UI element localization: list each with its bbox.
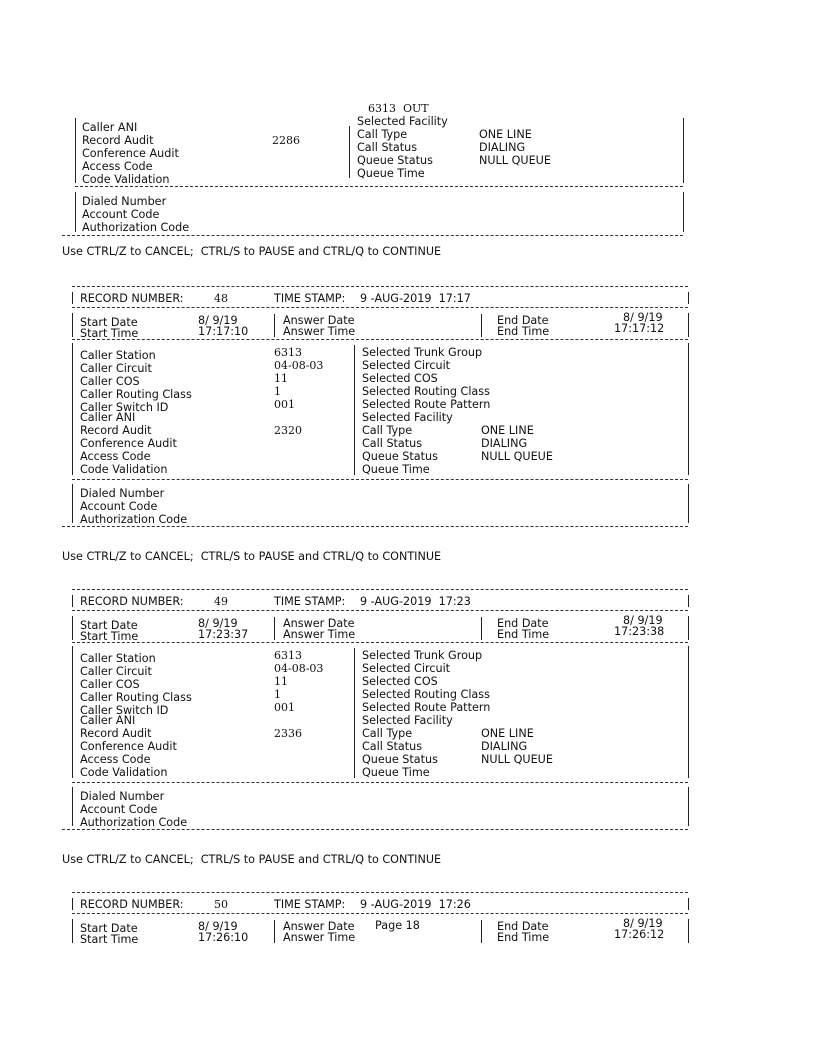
border-bar: [481, 920, 482, 943]
border-bar: [481, 314, 482, 337]
start-time-value: 17:17:10: [198, 325, 249, 338]
record-top-rule: [72, 286, 688, 287]
start-date-value: 8/ 9/19: [198, 617, 238, 630]
border-bar: [72, 787, 73, 826]
border-bar: [72, 313, 73, 337]
field-label: Caller COS: [80, 375, 140, 388]
field-label: Access Code: [80, 753, 151, 766]
field-label: Queue Time: [362, 463, 430, 476]
field-label: Call Type: [362, 727, 413, 740]
field-label: Caller Routing Class: [80, 388, 192, 401]
border-bar: [688, 646, 689, 778]
dashed-rule: [72, 913, 688, 914]
end-time-label: End Time: [497, 931, 550, 944]
cancel-instructions: Use CTRL/Z to CANCEL; CTRL/S to PAUSE and CTRL/Q to CONTINUE: [62, 550, 442, 563]
record-number-value: 49: [214, 595, 228, 608]
field-value: ONE LINE: [481, 727, 534, 740]
field-label: Conference Audit: [80, 740, 177, 753]
start-time-value: 17:26:10: [198, 931, 249, 944]
record-number-value: 48: [214, 292, 228, 305]
record-number-value: 50: [214, 898, 228, 911]
field-label: Authorization Code: [80, 816, 188, 829]
border-bar: [688, 484, 689, 523]
border-bar: [72, 919, 73, 943]
start-time-label: Start Time: [80, 327, 139, 340]
page-number: Page 18: [375, 919, 420, 932]
time-stamp-value: 9 -AUG-2019 17:17: [360, 292, 471, 305]
field-value: 2320: [274, 424, 302, 437]
field-value: 04-08-03: [274, 359, 324, 372]
end-time-label: End Time: [497, 325, 550, 338]
field-label: Call Type: [357, 128, 408, 141]
trunk-group-value: 6313 OUT: [368, 102, 429, 115]
field-label: Authorization Code: [80, 513, 188, 526]
time-stamp-value: 9 -AUG-2019 17:23: [360, 595, 471, 608]
field-value: NULL QUEUE: [479, 154, 551, 167]
field-label: Code Validation: [82, 173, 170, 186]
field-label: Caller Circuit: [80, 665, 152, 678]
border-bar: [688, 898, 689, 910]
field-label: Caller ANI: [82, 121, 138, 134]
record-number-label: RECORD NUMBER:: [80, 898, 184, 911]
cancel-instructions: Use CTRL/Z to CANCEL; CTRL/S to PAUSE and CTRL/Q to CONTINUE: [62, 245, 442, 258]
time-stamp-label: TIME STAMP:: [274, 292, 346, 305]
field-label: Call Status: [362, 740, 423, 753]
start-date-label: Start Date: [80, 922, 138, 935]
border-bar: [688, 292, 689, 304]
field-value: NULL QUEUE: [481, 753, 553, 766]
field-label: Dialed Number: [82, 195, 167, 208]
answer-date-label: Answer Date: [283, 314, 355, 327]
field-label: Caller Station: [80, 349, 156, 362]
field-value: 001: [274, 701, 295, 714]
field-label: Conference Audit: [82, 147, 179, 160]
field-label: Access Code: [82, 160, 153, 173]
end-time-value: 17:17:12: [614, 322, 665, 335]
field-label: Queue Status: [362, 753, 438, 766]
field-label: Dialed Number: [80, 790, 165, 803]
border-bar: [688, 313, 689, 337]
end-date-label: End Date: [497, 920, 549, 933]
start-time-label: Start Time: [80, 630, 139, 643]
field-label: Queue Status: [362, 450, 438, 463]
field-value: ONE LINE: [481, 424, 534, 437]
record-top-rule: [72, 892, 688, 893]
border-bar: [688, 343, 689, 475]
field-label: Selected Trunk Group: [362, 649, 483, 662]
border-bar: [274, 314, 275, 337]
field-value: NULL QUEUE: [481, 450, 553, 463]
answer-date-label: Answer Date: [283, 920, 355, 933]
field-value: 1: [274, 688, 281, 701]
section-rule: [72, 642, 688, 643]
field-value: DIALING: [479, 141, 526, 154]
field-value: ONE LINE: [479, 128, 532, 141]
field-label: Dialed Number: [80, 487, 165, 500]
answer-date-label: Answer Date: [283, 617, 355, 630]
field-label: Conference Audit: [80, 437, 177, 450]
border-bar: [683, 118, 684, 183]
start-time-label: Start Time: [80, 933, 139, 946]
field-label: Access Code: [80, 450, 151, 463]
field-label: Selected COS: [362, 372, 438, 385]
field-label: Caller Routing Class: [80, 691, 192, 704]
field-label: Selected Route Pattern: [362, 398, 491, 411]
time-stamp-label: TIME STAMP:: [274, 595, 346, 608]
end-date-value: 8/ 9/19: [623, 311, 663, 324]
field-label: Selected COS: [362, 675, 438, 688]
time-stamp-label: TIME STAMP:: [274, 898, 346, 911]
field-label: Queue Status: [357, 154, 433, 167]
field-label: Selected Facility: [362, 411, 453, 424]
field-label: Caller Switch ID: [80, 401, 169, 414]
field-value: 11: [274, 372, 288, 385]
dashed-rule: [72, 782, 688, 783]
field-value: DIALING: [481, 437, 528, 450]
border-bar: [481, 617, 482, 640]
field-label: Queue Time: [357, 167, 425, 180]
field-label: Record Audit: [80, 727, 152, 740]
field-label: Selected Circuit: [362, 359, 451, 372]
dashed-rule: [62, 235, 683, 236]
time-stamp-value: 9 -AUG-2019 17:26: [360, 898, 471, 911]
field-label: Code Validation: [80, 766, 168, 779]
dashed-rule: [72, 479, 688, 480]
field-label: Queue Time: [362, 766, 430, 779]
field-label: Selected Trunk Group: [362, 346, 483, 359]
field-label: Selected Route Pattern: [362, 701, 491, 714]
field-value: DIALING: [481, 740, 528, 753]
field-value: 001: [274, 398, 295, 411]
border-bar: [349, 126, 350, 178]
field-label: Caller Circuit: [80, 362, 152, 375]
field-label: Record Audit: [82, 134, 154, 147]
start-time-value: 17:23:37: [198, 628, 249, 641]
record-top-rule: [72, 589, 688, 590]
border-bar: [72, 292, 73, 304]
border-bar: [688, 616, 689, 640]
field-label: Caller ANI: [80, 714, 136, 727]
border-bar: [688, 919, 689, 943]
answer-time-label: Answer Time: [283, 325, 356, 338]
field-label: Call Status: [357, 141, 418, 154]
field-label: Caller Station: [80, 652, 156, 665]
dashed-rule: [62, 526, 688, 527]
field-value: 6313: [274, 346, 302, 359]
border-bar: [72, 616, 73, 640]
end-date-label: End Date: [497, 314, 549, 327]
end-time-label: End Time: [497, 628, 550, 641]
answer-time-label: Answer Time: [283, 931, 356, 944]
cancel-instructions: Use CTRL/Z to CANCEL; CTRL/S to PAUSE and CTRL/Q to CONTINUE: [62, 853, 442, 866]
start-date-value: 8/ 9/19: [198, 920, 238, 933]
field-value: 1: [274, 385, 281, 398]
field-label: Caller COS: [80, 678, 140, 691]
border-bar: [72, 484, 73, 523]
field-label: Caller ANI: [80, 411, 136, 424]
field-value: 2336: [274, 727, 302, 740]
record-number-label: RECORD NUMBER:: [80, 292, 184, 305]
field-label: Selected Routing Class: [362, 688, 490, 701]
answer-time-label: Answer Time: [283, 628, 356, 641]
field-label: Selected Facility: [357, 115, 448, 128]
end-date-label: End Date: [497, 617, 549, 630]
field-label: Record Audit: [80, 424, 152, 437]
border-bar: [683, 192, 684, 232]
border-bar: [72, 646, 73, 778]
section-rule: [72, 339, 688, 340]
end-date-value: 8/ 9/19: [623, 917, 663, 930]
border-bar: [72, 343, 73, 475]
field-value: 04-08-03: [274, 662, 324, 675]
start-date-value: 8/ 9/19: [198, 314, 238, 327]
field-label: Selected Routing Class: [362, 385, 490, 398]
dashed-rule: [75, 186, 683, 187]
field-label: Code Validation: [80, 463, 168, 476]
field-label: Selected Facility: [362, 714, 453, 727]
field-value: 6313: [274, 649, 302, 662]
border-bar: [354, 648, 355, 778]
end-time-value: 17:26:12: [614, 928, 665, 941]
field-label: Account Code: [80, 500, 158, 513]
field-label: Selected Circuit: [362, 662, 451, 675]
border-bar: [274, 617, 275, 640]
field-label: Call Type: [362, 424, 413, 437]
border-bar: [72, 898, 73, 910]
dashed-rule: [72, 307, 688, 308]
border-bar: [72, 595, 73, 607]
start-date-label: Start Date: [80, 316, 138, 329]
field-value: 11: [274, 675, 288, 688]
field-label: Account Code: [82, 208, 160, 221]
start-date-label: Start Date: [80, 619, 138, 632]
field-label: Call Status: [362, 437, 423, 450]
dashed-rule: [62, 829, 688, 830]
record-number-label: RECORD NUMBER:: [80, 595, 184, 608]
border-bar: [354, 345, 355, 475]
field-label: Authorization Code: [82, 221, 190, 234]
field-label: Caller Switch ID: [80, 704, 169, 717]
border-bar: [688, 595, 689, 607]
border-bar: [688, 787, 689, 826]
dashed-rule: [72, 610, 688, 611]
border-bar: [75, 192, 76, 232]
end-time-value: 17:23:38: [614, 625, 665, 638]
border-bar: [274, 920, 275, 943]
end-date-value: 8/ 9/19: [623, 614, 663, 627]
border-bar: [75, 118, 76, 183]
record-audit-value: 2286: [272, 134, 300, 147]
field-label: Account Code: [80, 803, 158, 816]
